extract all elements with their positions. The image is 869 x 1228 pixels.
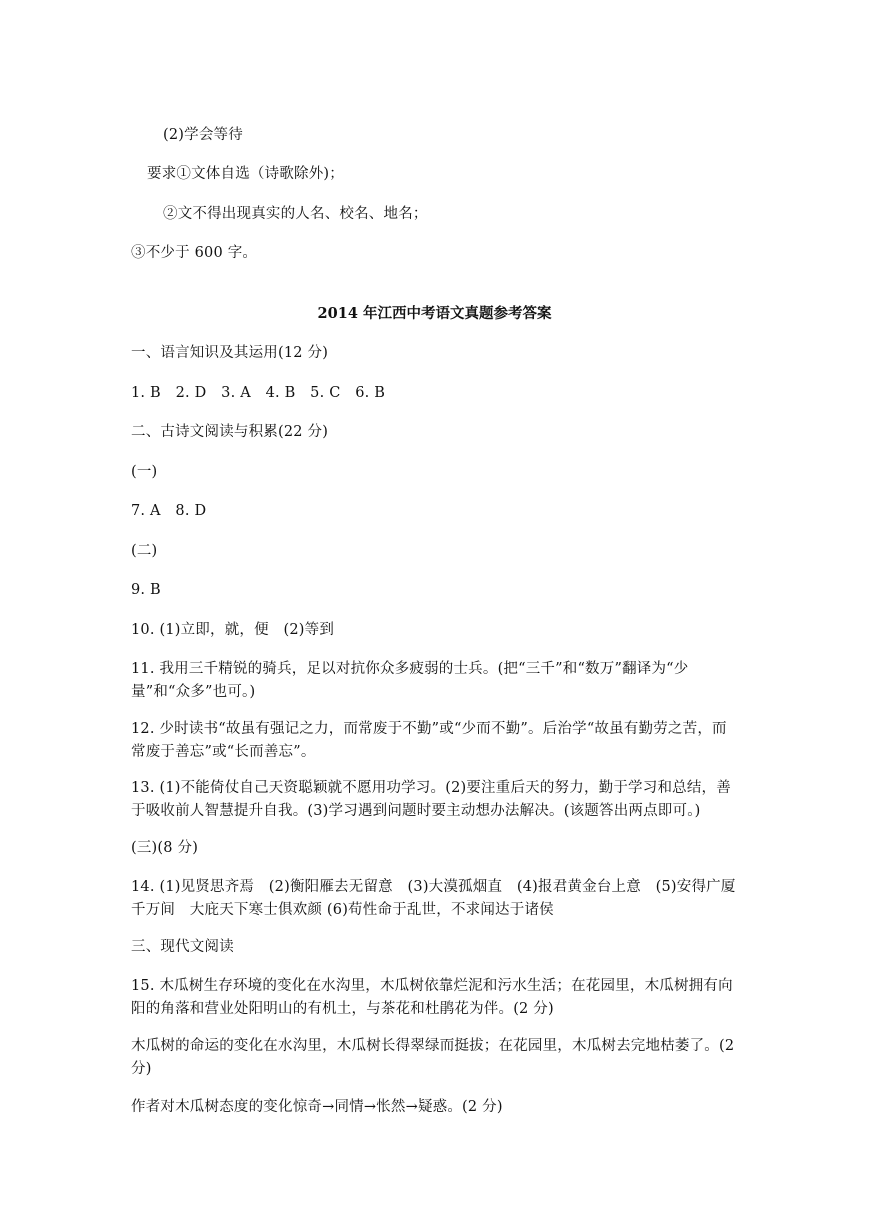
answer-paragraph: 12. 少时读书“故虽有强记之力，而常废于不勤”或“少而不勤”。后治学“故虽有勤劳之苦，而常废于善忘”或“长而善忘”。: [131, 721, 727, 760]
section-heading: 一、语言知识及其运用(12 分): [131, 345, 329, 361]
part-heading: (三)(8 分): [131, 840, 199, 856]
essay-requirement-2: ②文不得出现真实的人名、校名、地名；: [163, 206, 428, 222]
answer-paragraph: 11. 我用三千精锐的骑兵，足以对抗你众多疲弱的士兵。(把“三千”和“数万”翻译为“少量”和“众多”也可。): [131, 661, 689, 700]
answer-paragraph: 14. (1)见贤思齐焉 (2)衡阳雁去无留意 (3)大漠孤烟直 (4)报君黄金台上意 (5)安得广厦千万间 大庇天下寒士俱欢颜 (6)苟性命于乱世，不求闻达于诸侯: [131, 879, 736, 918]
answer-paragraph: 作者对木瓜树态度的变化惊奇→同情→怅然→疑惑。(2 分): [131, 1099, 503, 1115]
answer-paragraph: 13. (1)不能倚仗自己天资聪颖就不愿用功学习。(2)要注重后天的努力，勤于学习和总结，善于吸收前人智慧提升自我。(3)学习遇到问题时要主动想办法解决。(该题答出两点即可。): [131, 780, 731, 819]
answer-line: 1. B 2. D 3. A 4. B 5. C 6. B: [131, 385, 386, 401]
essay-requirement-1: 要求①文体自选（诗歌除外)；: [147, 166, 344, 182]
answer-line: 7. A 8. D: [131, 503, 207, 519]
essay-topic: (2)学会等待: [163, 127, 243, 143]
section-heading: 二、古诗文阅读与积累(22 分): [131, 424, 329, 440]
answer-paragraph: 木瓜树的命运的变化在水沟里，木瓜树长得翠绿而挺拔；在花园里，木瓜树去完地枯萎了。(2 分): [131, 1038, 740, 1077]
part-heading: (二): [131, 543, 158, 559]
answer-line: 10. (1)立即，就，便 (2)等到: [131, 622, 335, 638]
essay-requirement-3: ③不少于 600 字。: [131, 245, 258, 261]
answer-paragraph: 15. 木瓜树生存环境的变化在水沟里，木瓜树依靠烂泥和污水生活；在花园里，木瓜树拥有向阳的角落和营业处阳明山的有机土，与茶花和杜鹃花为伴。(2 分): [131, 978, 733, 1017]
section-heading: 三、现代文阅读: [131, 939, 234, 955]
answer-title: 2014 年江西中考语文真题参考答案: [317, 305, 552, 322]
part-heading: (一): [131, 464, 158, 480]
answer-line: 9. B: [131, 582, 161, 598]
